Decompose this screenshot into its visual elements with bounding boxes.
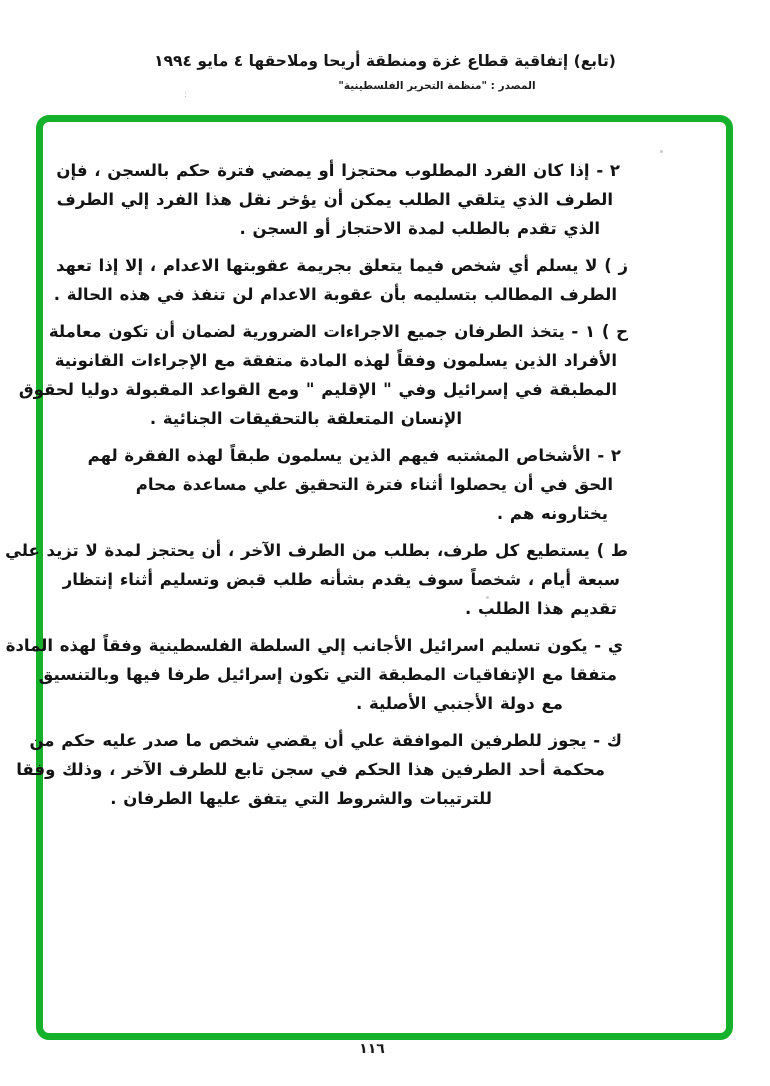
text-line: يختارونه هم .	[496, 504, 608, 523]
text-line: الطرف المطالب بتسليمه بأن عقوبة الاعدام لن تنفذ في هذه الحالة .	[53, 285, 617, 304]
text-line: متفقا مع الإتفاقيات المطبقة التي تكون إسرائيل طرفا فيها وبالتنسيق	[38, 665, 617, 684]
text-line: مع دولة الأجنبي الأصلية .	[355, 694, 563, 713]
paragraph	[56, 156, 628, 243]
text-line: ح ) ١ - يتخذ الطرفان جميع الاجراءات الضرورية لضمان أن تكون معاملة	[48, 322, 628, 341]
text-line: ي - يكون تسليم اسرائيل الأجانب إلي السلطة الفلسطينية وفقاً لهذه المادة	[5, 636, 623, 655]
text-line: الأفراد الذين يسلمون وفقاً لهذه المادة متفقة مع الإجراءات القانونية	[54, 351, 617, 370]
text-line: تقديم هذا الطلب .	[465, 599, 617, 618]
text-line: الحق في أن يحصلوا أثناء فترة التحقيق علي مساعدة محام	[135, 475, 613, 494]
text-line: الطرف الذي يتلقي الطلب يمكن أن يؤخر نقل هذا الفرد إلي الطرف	[56, 190, 613, 209]
text-line: ٢ - إذا كان الفرد المطلوب محتجزا أو يمضي فترة حكم بالسجن ، فإن	[56, 161, 620, 180]
paragraph	[5, 631, 628, 718]
text-line: ك - يجوز للطرفين الموافقة علي أن يقضي شخص ما صدر عليه حكم من	[29, 731, 622, 750]
text-line: محكمة أحد الطرفين هذا الحكم في سجن تابع للطرف الآخر ، وذلك وفقا	[16, 760, 605, 779]
text-line: الإنسان المتعلقة بالتحقيقات الجنائية .	[149, 409, 462, 428]
paragraph	[18, 317, 628, 433]
content-border-box	[5, 115, 733, 1040]
text-line: ز ) لا يسلم أي شخص فيما يتعلق بجريمة عقوبتها الاعدام ، إلا إذا تعهد	[55, 256, 628, 275]
document-source: المصدر : "منظمة التحرير الفلسطينية"	[338, 80, 536, 92]
paragraph	[87, 441, 628, 528]
scan-speck: :	[184, 90, 188, 100]
text-line: سبعة أيام ، شخصاً سوف يقدم بشأنه طلب قبض وتسليم أثناء إنتظار	[62, 570, 620, 589]
page-number: ١١٦	[359, 1041, 385, 1057]
paragraph	[5, 536, 628, 623]
text-line: المطبقة في إسرائيل وفي " الإقليم " ومع القواعد المقبولة دوليا لحقوق	[18, 380, 617, 399]
document-title: (تابع) إتفاقية قطاع غزة ومنطقة أريحا وملاحقها ٤ مايو ١٩٩٤	[154, 52, 616, 70]
document-header	[0, 52, 770, 92]
text-line: ٢ - الأشخاص المشتبه فيهم الذين يسلمون طبقاً لهذه الفقرة لهم	[87, 446, 621, 465]
text-line: الذي تقدم بالطلب لمدة الاحتجاز أو السجن .	[239, 219, 600, 238]
text-line: للترتيبات والشروط التي يتفق عليها الطرفان .	[110, 789, 492, 808]
paragraph	[53, 251, 628, 309]
text-line: ط ) يستطيع كل طرف، بطلب من الطرف الآخر ، أن يحتجز لمدة لا تزيد علي	[5, 541, 628, 560]
paragraph	[16, 726, 628, 813]
document-body	[5, 156, 628, 821]
